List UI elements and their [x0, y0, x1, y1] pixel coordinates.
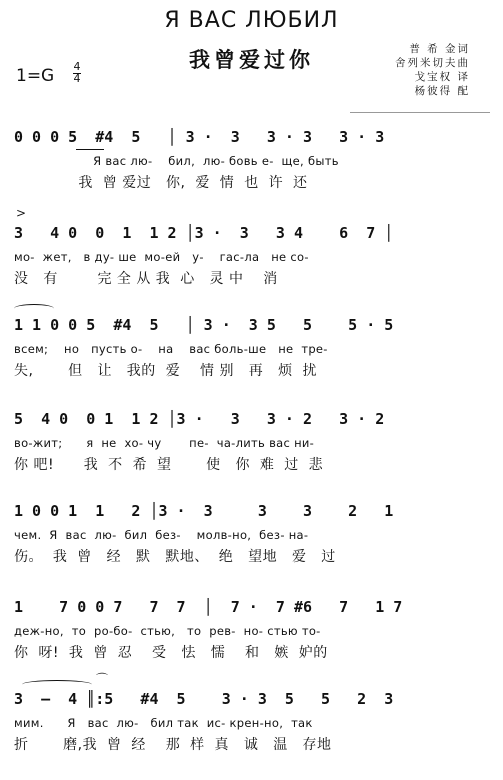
lyrics-russian: деж-но, то ро-бо- стью, то рев- но- стью то-: [14, 624, 321, 638]
lyrics-chinese: 没 有 完 全 从 我 心 灵 中 消: [14, 271, 278, 287]
lyrics-chinese: 我 曾 爱过 你, 爱 情 也 许 还: [14, 175, 308, 191]
notation-line: 1 7 0 0 7 7 7 │ 7 · 7 #6 7 1 7: [14, 598, 403, 616]
credit-translator: 戈宝权 译: [414, 71, 470, 83]
notation-line: 5 4 0 0 1 1 2 │3 · 3 3 · 2 3 · 2: [14, 410, 385, 428]
lyrics-russian: Я вас лю- бил, лю- бовь е- ще, быть: [14, 154, 339, 168]
score-row-4: [14, 404, 492, 500]
score-row-2: [14, 206, 492, 314]
notation-line: 1 0 0 1 1 2 │3 · 3 3 3 2 1: [14, 502, 394, 520]
decorative-rule: [350, 106, 490, 113]
accent-mark: >: [16, 206, 27, 220]
lyrics-russian: во-жит; я не хо- чу пе- ча-лить вас ни-: [14, 436, 315, 450]
lyrics-chinese: 你 吧! 我 不 希 望 使 你 难 过 悲: [14, 457, 324, 473]
title-russian: Я ВАС ЛЮБИЛ: [164, 8, 339, 33]
credit-composer: 舍列米切夫曲: [395, 57, 470, 69]
credits: [395, 42, 470, 98]
score-row-7: [14, 672, 492, 780]
score-row-3: [14, 310, 492, 406]
notation-line: 1 1 0 0 5 #4 5 │ 3 · 3 5 5 5 · 5: [14, 316, 394, 334]
time-signature-top: 4: [73, 60, 81, 73]
notation-line: 0 0 0 5 #4 5 │ 3 · 3 3 · 3 3 · 3: [14, 128, 385, 146]
time-signature-bottom: 4: [73, 72, 81, 85]
credit-lyricist: 普 希 金词: [409, 43, 470, 55]
lyrics-chinese: 你 呀! 我 曾 忍 受 怯 懦 和 嫉 妒的: [14, 645, 328, 661]
fermata-mark: ⌒: [96, 672, 109, 686]
credit-arranger: 杨彼得 配: [414, 85, 470, 97]
title-chinese: 我曾爱过你: [189, 48, 314, 72]
time-signature: [73, 62, 81, 84]
lyrics-chinese: 伤。 我 曾 经 默 默地、 绝 望地 爱 过: [14, 549, 336, 565]
score-row-1: [14, 122, 492, 218]
lyrics-russian: чем. Я вас лю- бил без- молв-но, без- на-: [14, 528, 309, 542]
key-signature: 1=G: [16, 66, 55, 86]
lyrics-chinese: 折 磨,我 曾 经 那 样 真 诚 温 存地: [14, 737, 332, 753]
score-row-5: [14, 496, 492, 592]
notation-line: 3 4 0 0 1 1 2 │3 · 3 3 4 6 7 │: [14, 224, 394, 242]
lyrics-russian: мим. Я вас лю- бил так ис- крен-но, так: [14, 716, 313, 730]
lyrics-russian: мо- жет, в ду- ше мо-ей у- гас-ла не со-: [14, 250, 309, 264]
beam: [76, 149, 104, 150]
score-row-6: [14, 592, 492, 688]
notation-line: 3 — 4 ║:5 #4 5 3 · 3 5 5 2 3: [14, 690, 394, 708]
lyrics-chinese: 失, 但 让 我的 爱 情 别 再 烦 扰: [14, 363, 318, 379]
lyrics-russian: всем; но пусть о- на вас боль-ше не тре-: [14, 342, 328, 356]
